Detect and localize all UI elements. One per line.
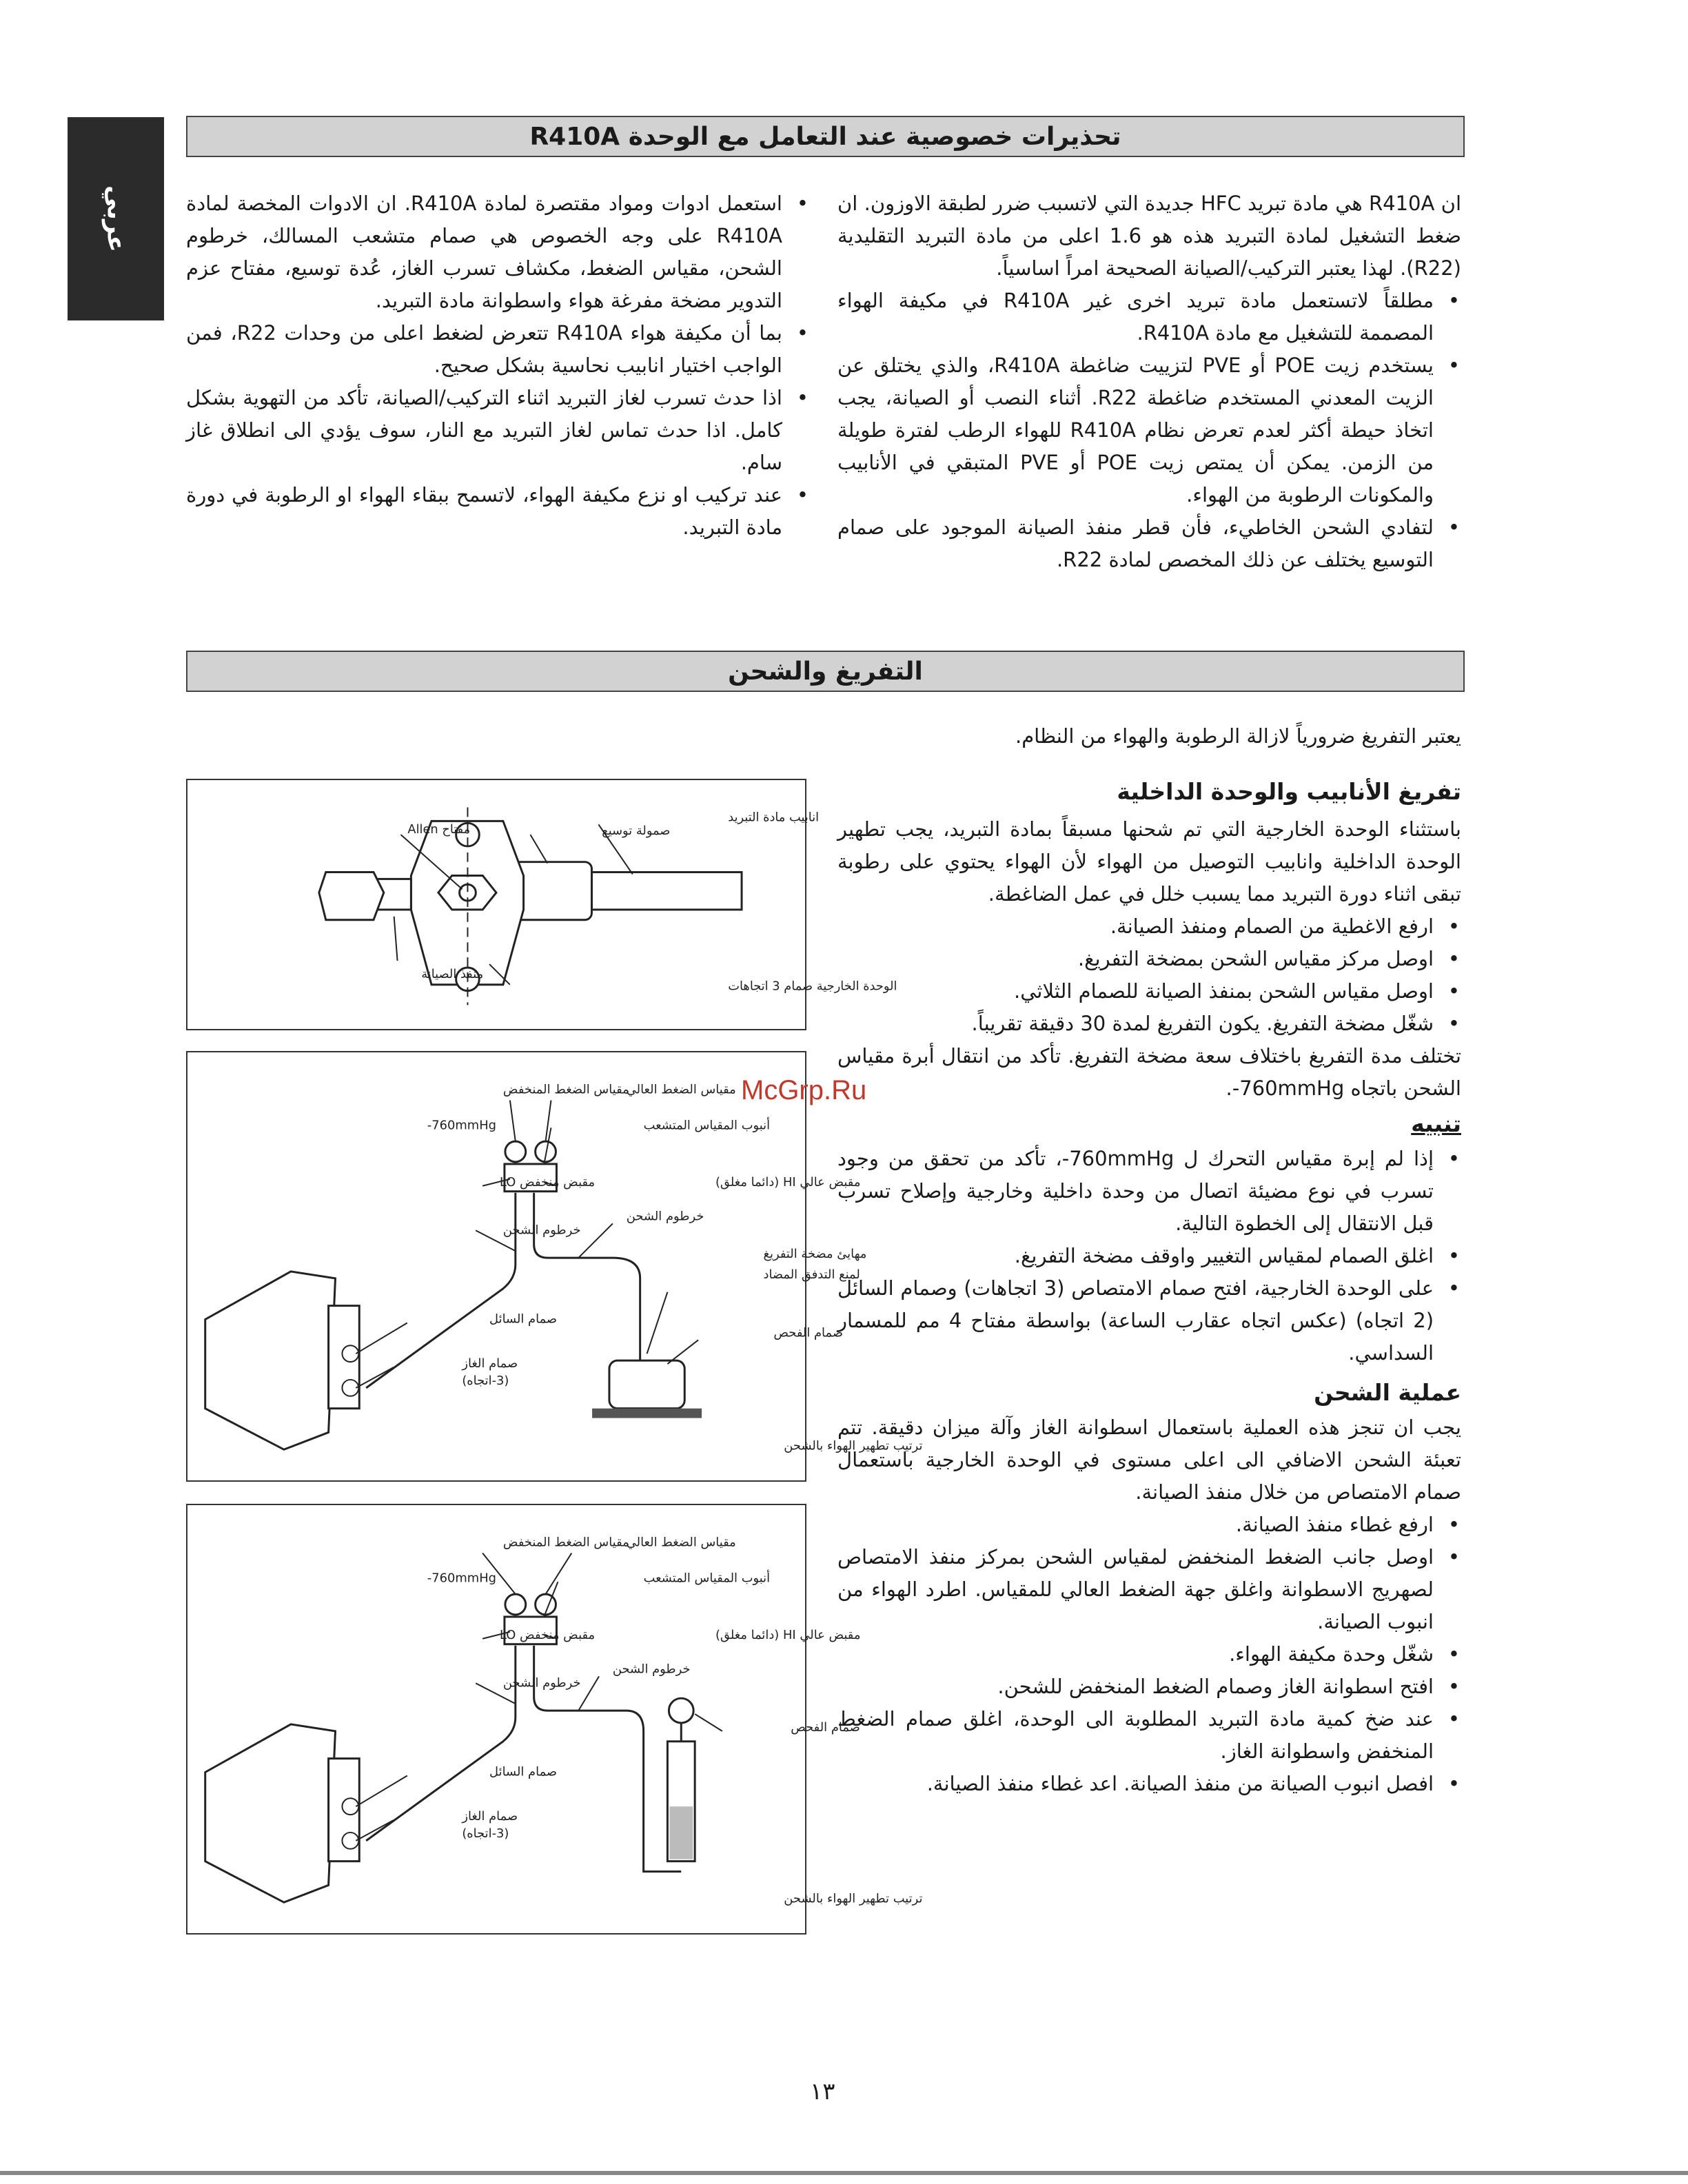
list-item: • يستخدم زيت POE أو PVE لتزييت ضاغطة R410A، والذي يختلق عن الزيت المعدني المستخدم ضاغطة R22. أثناء النصب أو الصيانة، يجب اتخاذ حيطة أكثر لعدم تعرض نظام R410A للهواء الرطب لفترة طويلة من الزمن. يمكن أن يمتص زيت POE أو PVE المتبقي في الأنابيب والمكونات الرطوبة من الهواء. <box>837 349 1434 511</box>
label-hose-left: خرطوم الشحن <box>502 1223 581 1238</box>
warnings-intro: ان R410A هي مادة تبريد HFC جديدة التي لاتسبب ضرر لطبقة الاوزون. ان ضغط التشغيل لمادة التبريد هذه هو 1.6 اعلى من مادة التبريد التقليدية (R22). لهذا يعتبر التركيب/الصيانة الصحيحة امراً اساسياً. <box>837 192 1461 280</box>
language-tab-label: عربي <box>101 185 130 252</box>
list-item: • افصل انبوب الصيانة من منفذ الصيانة. اعد غطاء منفذ الصيانة. <box>837 1768 1434 1800</box>
list-item: • اذا حدث تسرب لغاز التبريد اثناء التركيب/الصيانة، تأكد من التهوية بشكل كامل. اذا حدث تماس لغاز التبريد مع النار، سوف يؤدي الى انطلاق غاز سام. <box>186 382 782 479</box>
cylinder-gauge <box>669 1698 693 1723</box>
charging-paragraph: يجب ان تنجز هذه العملية باستعمال اسطوانة الغاز وآلة ميزان دقيقة. تتم تعبئة الشحن الاضافي الى اعلى مستوى في الوحدة الخارجية باستعمال صمام الامتصاص من خلال منفذ الصيانة. <box>837 1416 1461 1504</box>
label-manifold-tube: أنبوب المقياس المتشعب <box>643 1571 771 1586</box>
label-backflow: لمنع التدفق المضاد <box>763 1267 860 1282</box>
label-high-gauge: مقياس الضغط العالي <box>626 1535 736 1550</box>
list-item: • افتح اسطوانة الغاز وصمام الضغط المنخفض للشحن. <box>837 1671 1434 1703</box>
label-refrigerant-pipes: انابيب مادة التبريد <box>728 810 820 825</box>
list-item: • اغلق الصمام لمقياس التغيير واوقف مضخة التفريغ. <box>837 1240 1434 1272</box>
label-lo-handle: مقبض منخفض LO <box>499 1627 596 1642</box>
list-item: • ارفع الاغطية من الصمام ومنفذ الصيانة. <box>837 910 1434 943</box>
list-item: • ارفع غطاء منفذ الصيانة. <box>837 1509 1434 1541</box>
label-manifold-tube: أنبوب المقياس المتشعب <box>643 1118 771 1133</box>
label-high-gauge: مقياس الضغط العالي <box>626 1082 736 1097</box>
list-item: • بما أن مكيفة هواء R410A تتعرض لضغط اعلى من وحدات R22، فمن الواجب اختيار انابيب نحاسية بشكل صحيح. <box>186 317 782 382</box>
section-title-evacuation: التفريغ والشحن <box>728 657 923 686</box>
evacuation-intro: يعتبر التفريغ ضرورياً لازالة الرطوبة والهواء من النظام. <box>1015 724 1461 748</box>
caption: ترتيب تطهير الهواء بالشحن <box>784 1438 923 1453</box>
figure-vacuum-arrangement <box>186 1051 923 1482</box>
label-3way-valve: الوحدة الخارجية صمام 3 اتجاهات <box>728 979 897 994</box>
list-item: • استعمل ادوات ومواد مقتصرة لمادة R410A. ان الادوات المخصة لمادة R410A على وجه الخصوص هي صمام متشعب المسالك، خرطوم الشحن، مقياس الضغط، مكشاف تسرب الغاز، عُدة توسيع، مفتاح عزم التدوير مضخة مفرغة هواء واسطوانة مادة التبريد. <box>186 187 782 317</box>
label-reading: -760mmHg <box>427 1118 496 1133</box>
label-hose-right: خرطوم الشحن <box>612 1662 691 1677</box>
figure-3way-valve <box>186 779 897 1030</box>
language-tab <box>68 117 164 320</box>
list-item: • عند ضخ كمية مادة التبريد المطلوبة الى الوحدة، اغلق صمام الضغط المنخفض واسطوانة الغاز. <box>837 1703 1434 1768</box>
label-pump-adapter: مهايئ مضخة التفريغ <box>763 1247 867 1262</box>
list-item: • شغّل وحدة مكيفة الهواء. <box>837 1638 1434 1671</box>
label-gas-valve: صمام الغاز <box>462 1356 518 1371</box>
section-title-warnings: تحذيرات خصوصية عند التعامل مع الوحدة R410A <box>529 122 1121 151</box>
low-gauge-shape <box>505 1594 526 1615</box>
label-reading: -760mmHg <box>427 1571 496 1586</box>
charging-diagram <box>187 1505 923 1933</box>
caption: ترتيب تطهير الهواء بالشحن <box>784 1891 923 1906</box>
label-hi-handle: مقبض عالي HI (دائما مغلق) <box>715 1627 861 1642</box>
vacuum-diagram <box>187 1052 923 1480</box>
outdoor-unit-shape <box>205 1724 336 1902</box>
label-low-gauge: مقياس الضغط المنخفض <box>502 1535 629 1550</box>
charging-heading: عملية الشحن <box>1314 1379 1461 1406</box>
label-gas-valve-dir: (3-اتجاه) <box>462 1373 509 1388</box>
label-gas-valve-dir: (3-اتجاه) <box>462 1826 509 1841</box>
label-hose-left: خرطوم الشحن <box>502 1675 581 1691</box>
low-gauge-shape <box>505 1141 526 1162</box>
label-flare-nut: صمولة توسيع <box>602 824 671 839</box>
section-header-evacuation <box>186 651 1465 692</box>
warnings-left-column <box>186 187 810 544</box>
list-item: • مطلقاً لاتستعمل مادة تبريد اخرى غير R410A في مكيفة الهواء المصممة للتشغيل مع مادة R410A. <box>837 285 1434 349</box>
label-check-valve: صمام الفحص <box>791 1719 860 1735</box>
vacuum-pump-shape <box>609 1360 684 1409</box>
footer-rule <box>0 2171 1688 2175</box>
label-gas-valve: صمام الغاز <box>462 1809 518 1824</box>
list-item: • اوصل جانب الضغط المنخفض لمقياس الشحن بمركز منفذ الامتصاص لصهريج الاسطوانة واغلق جهة الضغط العالي للمقياس. اطرد الهواء من انبوب الصيانة. <box>837 1541 1434 1638</box>
label-liquid-valve: صمام السائل <box>489 1764 558 1779</box>
warnings-right-column <box>837 187 1461 576</box>
list-item: • اوصل مركز مقياس الشحن بمضخة التفريغ. <box>837 943 1434 975</box>
list-item: • عند تركيب او نزع مكيفة الهواء، لاتسمح ببقاء الهواء او الرطوبة في دورة مادة التبريد. <box>186 479 782 544</box>
list-item: • لتفادي الشحن الخاطيء، فأن قطر منفذ الصيانة الموجود على صمام التوسيع يختلف عن ذلك المخصص لمادة R22. <box>837 511 1434 576</box>
list-item: • شغّل مضخة التفريغ. يكون التفريغ لمدة 30 دقيقة تقريباً. <box>837 1008 1434 1040</box>
list-item: • اوصل مقياس الشحن بمنفذ الصيانة للصمام الثلاثي. <box>837 975 1434 1008</box>
evacuation-text-column <box>837 775 1461 1800</box>
label-allen-key: مفتاح Allen <box>407 822 471 837</box>
valve-diagram <box>187 780 897 1029</box>
page-number: ١٣ <box>810 2078 835 2105</box>
section-header-warnings <box>186 116 1465 157</box>
label-hi-handle: مقبض عالي HI (دائما مغلق) <box>715 1174 861 1190</box>
list-item: • إذا لم إبرة مقياس التحرك ل 760mmHg-، تأكد من تحقق من وجود تسرب في نوع مضيئة اتصال من وحدة داخلية وخارجية وإصلاح تسرب قبل الانتقال إلى الخطوة التالية. <box>837 1143 1434 1240</box>
refrigerant-pipe-shape <box>591 872 742 910</box>
caution-heading: تنبيه <box>1411 1110 1461 1137</box>
watermark: McGrp.Ru <box>741 1075 867 1105</box>
label-liquid-valve: صمام السائل <box>489 1312 558 1327</box>
service-cap-shape <box>319 872 384 920</box>
figure-charging-arrangement <box>186 1504 923 1935</box>
label-check-valve: صمام الفحص <box>773 1325 844 1340</box>
label-service-port: منفذ الصيانة <box>421 966 484 981</box>
label-hose-right: خرطوم الشحن <box>626 1209 704 1224</box>
label-low-gauge: مقياس الضغط المنخفض <box>502 1082 629 1097</box>
label-lo-handle: مقبض منخفض LO <box>499 1174 596 1190</box>
outdoor-unit-shape <box>205 1272 336 1449</box>
evacuation-paragraph: باستثناء الوحدة الخارجية التي تم شحنها مسبقاً بمادة التبريد، يجب تطهير الوحدة الداخلية وانابيب التوصيل من الهواء لأن الهواء يحتوي على رطوبة تبقى اثناء دورة التبريد مما يسبب خلل في عمل الضاغطة. <box>837 817 1461 906</box>
list-item: • على الوحدة الخارجية، افتح صمام الامتصاص (3 اتجاهات) وصمام السائل (2 اتجاه) (عكس اتجاه عقارب الساعة) بواسطة مفتاح 4 مم للمسمار السداسي. <box>837 1272 1434 1369</box>
pump-base <box>592 1409 702 1418</box>
evacuation-after: تختلف مدة التفريغ باختلاف سعة مضخة التفريغ. تأكد من انتقال أبرة مقياس الشحن باتجاه 760mmHg-. <box>837 1044 1461 1100</box>
evacuation-heading: تفريغ الأنابيب والوحدة الداخلية <box>1117 778 1461 805</box>
